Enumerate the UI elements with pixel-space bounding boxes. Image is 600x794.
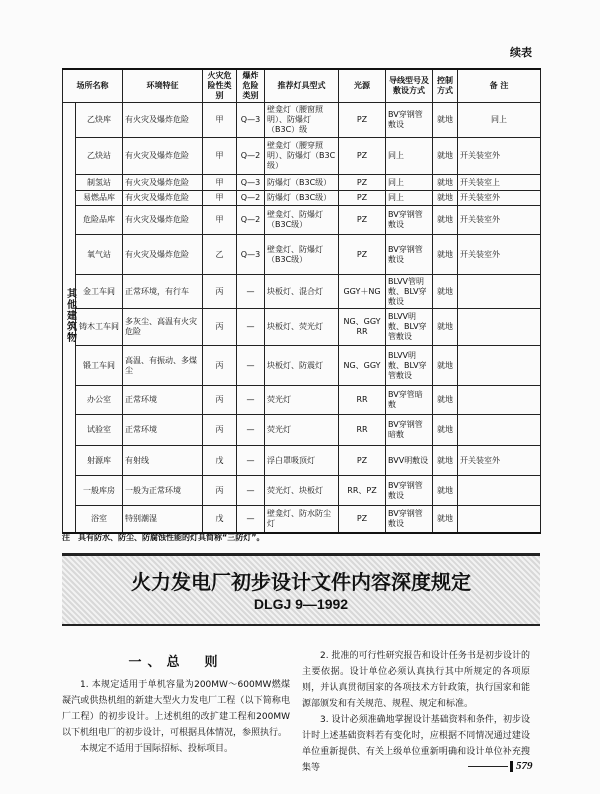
table-cell: PZ xyxy=(339,235,386,275)
table-cell: 甲 xyxy=(203,191,237,206)
table-cell: 甲 xyxy=(203,175,237,191)
table-row xyxy=(63,309,541,346)
table-cell: — xyxy=(237,346,265,386)
table-row xyxy=(63,175,541,191)
table-cell: 乙炔库 xyxy=(76,103,123,138)
lighting-table xyxy=(62,68,541,534)
table-cell: 铸木工车间 xyxy=(76,309,123,346)
table-cell: 块板灯、混合灯 xyxy=(265,275,339,309)
table-cell: 甲 xyxy=(203,103,237,138)
table-cell: 丙 xyxy=(203,309,237,346)
table-cell: BVV明敷设 xyxy=(386,446,433,476)
group-label: 其他建筑物 xyxy=(64,288,76,344)
table-cell: 防爆灯（B3C级） xyxy=(265,175,339,191)
table-cell: 丙 xyxy=(203,346,237,386)
table-cell: 正常环境 xyxy=(123,386,203,415)
table-cell: 金工车间 xyxy=(76,275,123,309)
table-cell: 就地 xyxy=(433,235,458,275)
table-cell: PZ xyxy=(339,446,386,476)
table-cell: 就地 xyxy=(433,476,458,506)
table-cell: Q—3 xyxy=(237,103,265,138)
table-cell: 丙 xyxy=(203,415,237,446)
table-cell: 有火灾及爆炸危险 xyxy=(123,138,203,175)
table-cell: 开关装室外 xyxy=(458,235,541,275)
table-row xyxy=(63,476,541,506)
table-cell: 就地 xyxy=(433,175,458,191)
table-cell: — xyxy=(237,386,265,415)
table-cell: — xyxy=(237,476,265,506)
column-header: 火灾危险性类别 xyxy=(203,69,237,103)
table-row xyxy=(63,103,541,138)
table-cell: 有火灾及爆炸危险 xyxy=(123,175,203,191)
table-cell: 防爆灯（B3C级） xyxy=(265,191,339,206)
table-cell: PZ xyxy=(339,175,386,191)
table-row xyxy=(63,138,541,175)
table-cell: 荧光灯 xyxy=(265,415,339,446)
table-cell: 就地 xyxy=(433,138,458,175)
table-cell: — xyxy=(237,506,265,533)
table-cell: 易燃品库 xyxy=(76,191,123,206)
table-cell: 乙 xyxy=(203,235,237,275)
table-cell: NG、GGY xyxy=(339,346,386,386)
table-cell: 办公室 xyxy=(76,386,123,415)
table-cell xyxy=(458,275,541,309)
table-cell: 同上 xyxy=(458,103,541,138)
table-cell: BV穿钢管敷设 xyxy=(386,506,433,533)
table-cell xyxy=(458,309,541,346)
table-cell: 有火灾及爆炸危险 xyxy=(123,235,203,275)
section-heading: 一、总 则 xyxy=(128,655,224,670)
table-cell: BV穿钢管敷设 xyxy=(386,103,433,138)
table-cell: BLVV管明敷、BLV穿敷设 xyxy=(386,275,433,309)
table-row xyxy=(63,415,541,446)
table-row xyxy=(63,506,541,533)
table-cell: 高温、有振动、多煤尘 xyxy=(123,346,203,386)
table-cell: 氧气站 xyxy=(76,235,123,275)
left-column xyxy=(62,655,290,757)
table-cell: PZ xyxy=(339,103,386,138)
table-cell: 同上 xyxy=(386,175,433,191)
table-row xyxy=(63,446,541,476)
table-cell: 浴室 xyxy=(76,506,123,533)
table-cell: 浮白罩吸顶灯 xyxy=(265,446,339,476)
table-cell: 开关装室外 xyxy=(458,191,541,206)
table-cell xyxy=(458,386,541,415)
table-cell: 壁龛灯（腰穿照明）、防爆灯（B3C级） xyxy=(265,138,339,175)
table-row xyxy=(63,206,541,235)
table-cell: 正常环境，有行车 xyxy=(123,275,203,309)
table-cell: 多灰尘、高温有火灾危险 xyxy=(123,309,203,346)
table-cell: NG、GGY RR xyxy=(339,309,386,346)
table-cell: 戊 xyxy=(203,506,237,533)
table-cell: 同上 xyxy=(386,138,433,175)
table-cell xyxy=(458,506,541,533)
table-cell: 有火灾及爆炸危险 xyxy=(123,206,203,235)
table-cell: 就地 xyxy=(433,309,458,346)
table-cell: BV穿管暗敷 xyxy=(386,386,433,415)
paragraph: 3. 设计必须准确地掌握设计基础资料和条件，初步设计时上述基础资料若有变化时，应根据不同情况通过建设单位重新提供、有关上级单位重新明确和设计单位补充搜集等 xyxy=(302,715,530,773)
table-cell: 荧光灯、块板灯 xyxy=(265,476,339,506)
table-cell: 戊 xyxy=(203,446,237,476)
table-cell: PZ xyxy=(339,191,386,206)
table-row xyxy=(63,275,541,309)
table-cell: 特别潮湿 xyxy=(123,506,203,533)
table-cell: RR、PZ xyxy=(339,476,386,506)
table-cell: BV穿钢管敷设 xyxy=(386,476,433,506)
table-cell: 危险品库 xyxy=(76,206,123,235)
table-cell: PZ xyxy=(339,206,386,235)
column-header: 爆炸危险类别 xyxy=(237,69,265,103)
column-header: 备 注 xyxy=(458,69,541,103)
table-cell: BLVV明敷、BLV穿管敷设 xyxy=(386,346,433,386)
paragraph: 2. 批准的可行性研究报告和设计任务书是初步设计的主要依据。设计单位必须认真执行其中所规定的各项原则，并认真贯彻国家的各项技术方针政策，执行国家和能源部颁发和有关规范、规程、规定和标准。 xyxy=(302,651,530,709)
table-cell: GGY＋NG xyxy=(339,275,386,309)
table-cell: 荧光灯 xyxy=(265,386,339,415)
table-cell: 就地 xyxy=(433,446,458,476)
table-cell: BLVV明敷、BLV穿管敷设 xyxy=(386,309,433,346)
right-column xyxy=(302,648,530,776)
table-cell: 试验室 xyxy=(76,415,123,446)
table-row xyxy=(63,191,541,206)
table-cell: 就地 xyxy=(433,275,458,309)
table-cell: Q—2 xyxy=(237,191,265,206)
table-cell: 壁龛灯（腰窗照明）、防爆灯（B3C）级 xyxy=(265,103,339,138)
table-cell: 就地 xyxy=(433,346,458,386)
table-row xyxy=(63,386,541,415)
table-cell: Q—2 xyxy=(237,138,265,175)
table-cell: 壁龛灯、防爆灯（B3C级） xyxy=(265,235,339,275)
table-cell: 开关装室外 xyxy=(458,446,541,476)
document-title: 火力发电厂初步设计文件内容深度规定 xyxy=(131,570,471,594)
table-row xyxy=(63,235,541,275)
table-cell: 开关装室外 xyxy=(458,138,541,175)
table-cell: BV穿钢管暗敷 xyxy=(386,415,433,446)
table-cell: 块板灯、防震灯 xyxy=(265,346,339,386)
table-cell: PZ xyxy=(339,506,386,533)
table-cell: Q—3 xyxy=(237,175,265,191)
table-cell: 有火灾及爆炸危险 xyxy=(123,191,203,206)
table-cell: 制氢站 xyxy=(76,175,123,191)
table-row xyxy=(63,346,541,386)
table-cell: RR xyxy=(339,415,386,446)
table-cell: Q—3 xyxy=(237,235,265,275)
table-cell: BV穿钢管敷设 xyxy=(386,235,433,275)
table-cell: 乙炔站 xyxy=(76,138,123,175)
paragraph: 本规定不适用于国际招标、投标项目。 xyxy=(80,744,234,754)
table-cell: — xyxy=(237,275,265,309)
table-cell xyxy=(458,476,541,506)
table-cell xyxy=(458,346,541,386)
table-cell: 锻工车间 xyxy=(76,346,123,386)
table-cell: 丙 xyxy=(203,476,237,506)
table-cell: 就地 xyxy=(433,506,458,533)
table-note: 注 具有防水、防尘、防腐蚀性能的灯具简称“三防灯”。 xyxy=(62,533,265,542)
table-cell: 甲 xyxy=(203,138,237,175)
table-cell: — xyxy=(237,309,265,346)
table-cell xyxy=(458,415,541,446)
table-cell: RR xyxy=(339,386,386,415)
table-cell: 壁龛灯、防爆灯（B3C级） xyxy=(265,206,339,235)
column-header: 推荐灯具型式 xyxy=(265,69,339,103)
table-cell: — xyxy=(237,415,265,446)
table-cell: BV穿钢管敷设 xyxy=(386,206,433,235)
table-cell: 丙 xyxy=(203,386,237,415)
column-header: 光源 xyxy=(339,69,386,103)
table-cell: 块板灯、荧光灯 xyxy=(265,309,339,346)
table-cell: 就地 xyxy=(433,386,458,415)
paragraph: 1. 本规定适用于单机容量为200MW～600MW燃煤凝汽或供热机组的新建大型火力发电厂工程（以下简称电厂工程）的初步设计。上述机组的改扩建工程和200MW以下机组电厂的初步设计，可根据具体情况，参照执行。 xyxy=(62,680,290,738)
table-cell: 开关装室外 xyxy=(458,206,541,235)
column-header: 场所名称 xyxy=(63,69,123,103)
table-cell: 甲 xyxy=(203,206,237,235)
table-cell: 同上 xyxy=(386,191,433,206)
table-cell: PZ xyxy=(339,138,386,175)
title-banner xyxy=(62,553,540,626)
table-cell: 射源库 xyxy=(76,446,123,476)
table-cell: 就地 xyxy=(433,103,458,138)
table-cell: 壁龛灯、防水防尘灯 xyxy=(265,506,339,533)
column-header: 导线型号及敷设方式 xyxy=(386,69,433,103)
table-cell: 就地 xyxy=(433,206,458,235)
column-header: 环境特征 xyxy=(123,69,203,103)
table-cell: 就地 xyxy=(433,415,458,446)
table-cell: Q—2 xyxy=(237,206,265,235)
table-cell: 一般为正常环境 xyxy=(123,476,203,506)
continued-label: 续表 xyxy=(510,46,532,59)
table-cell: 丙 xyxy=(203,275,237,309)
page-number: 579 xyxy=(468,760,533,772)
table-cell: 一般库房 xyxy=(76,476,123,506)
document-code: DLGJ 9—1992 xyxy=(253,596,349,612)
table-cell: 正常环境 xyxy=(123,415,203,446)
table-cell: 就地 xyxy=(433,191,458,206)
column-header: 控制方式 xyxy=(433,69,458,103)
table-cell: 有射线 xyxy=(123,446,203,476)
table-cell: 有火灾及爆炸危险 xyxy=(123,103,203,138)
table-cell: — xyxy=(237,446,265,476)
table-cell: 开关装室上 xyxy=(458,175,541,191)
